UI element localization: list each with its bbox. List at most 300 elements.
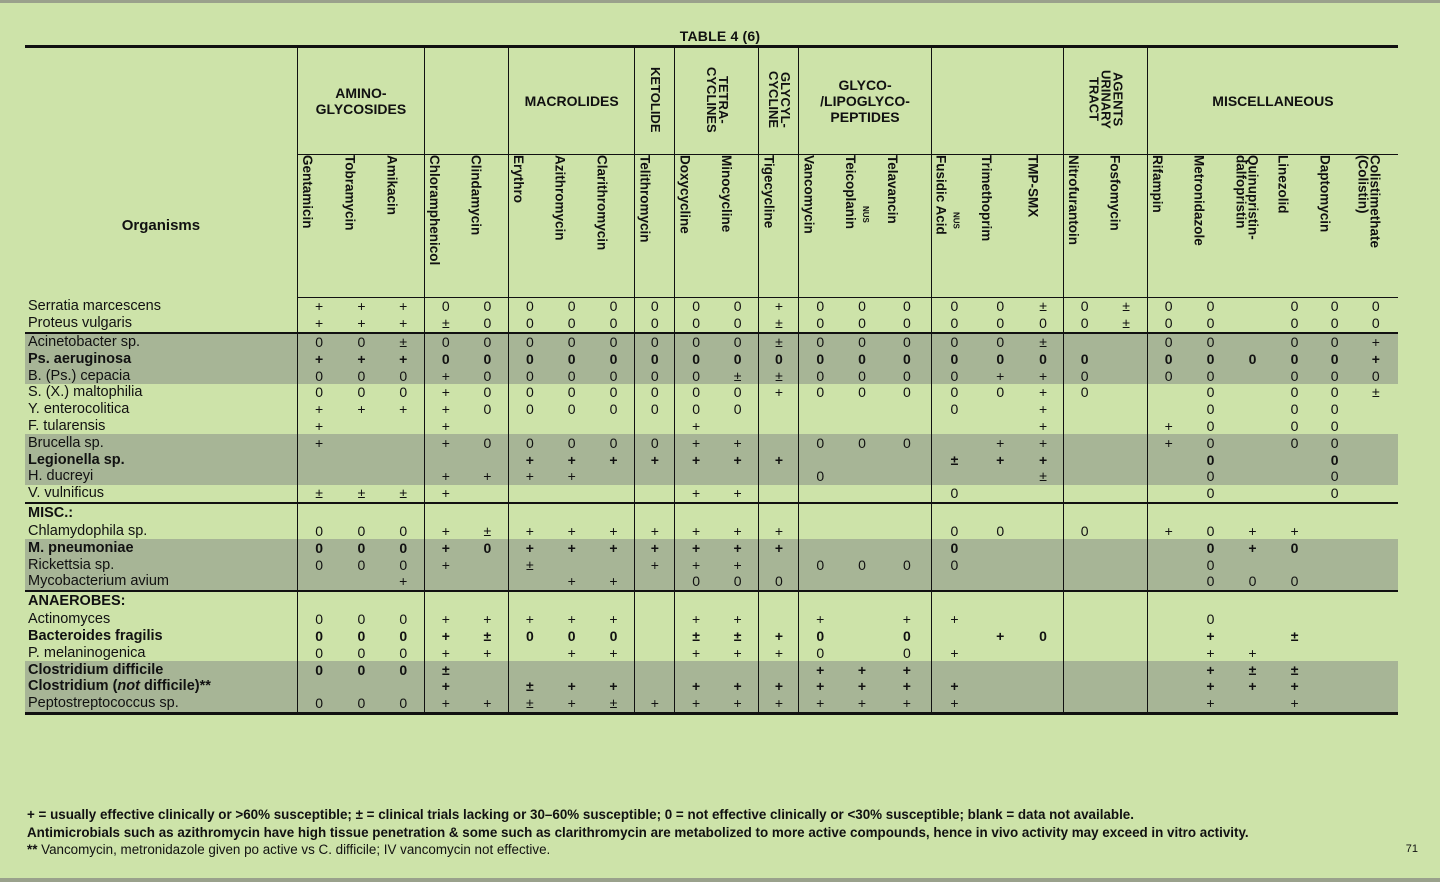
- susceptibility-cell: 0: [883, 350, 931, 367]
- susceptibility-cell: [759, 485, 799, 503]
- susceptibility-cell: 0: [425, 333, 467, 351]
- susceptibility-cell: 0: [931, 556, 977, 573]
- susceptibility-cell: 0: [509, 333, 551, 351]
- susceptibility-cell: [467, 591, 509, 611]
- susceptibility-cell: [635, 644, 675, 661]
- susceptibility-cell: +: [675, 451, 717, 468]
- susceptibility-cell: [1105, 503, 1147, 523]
- susceptibility-cell: [297, 591, 340, 611]
- susceptibility-cell: 0: [675, 367, 717, 384]
- organism-row: [25, 315, 1398, 333]
- susceptibility-cell: [425, 451, 467, 468]
- organism-name: Acinetobacter sp.: [25, 333, 297, 351]
- susceptibility-cell: 0: [297, 539, 340, 556]
- susceptibility-cell: [1063, 556, 1105, 573]
- susceptibility-cell: [675, 661, 717, 678]
- susceptibility-cell: 0: [1063, 367, 1105, 384]
- susceptibility-cell: [340, 503, 382, 523]
- susceptibility-cell: [1063, 661, 1105, 678]
- susceptibility-cell: +: [609, 522, 618, 539]
- susceptibility-cell: [1316, 628, 1354, 645]
- susceptibility-cell: 0: [340, 661, 382, 678]
- susceptibility-cell: [1063, 695, 1105, 713]
- organism-row: [25, 451, 1398, 468]
- susceptibility-cell: 0: [799, 556, 841, 573]
- susceptibility-cell: [297, 468, 340, 485]
- susceptibility-cell: 0: [357, 627, 366, 644]
- susceptibility-cell: ±: [593, 695, 635, 713]
- susceptibility-cell: +: [675, 434, 717, 451]
- susceptibility-cell: +: [1274, 695, 1316, 713]
- susceptibility-cell: [977, 539, 1023, 556]
- organism-name: V. vulnificus: [28, 485, 105, 502]
- drug-header: [1316, 155, 1354, 298]
- susceptibility-cell: [1354, 434, 1398, 451]
- susceptibility-cell: +: [297, 315, 340, 333]
- top-border: [0, 0, 1440, 3]
- susceptibility-cell: [977, 556, 1023, 573]
- susceptibility-cell: 0: [297, 523, 340, 540]
- organism-name: F. tularensis: [28, 417, 106, 434]
- susceptibility-cell: 0: [483, 315, 492, 332]
- susceptibility-cell: [1354, 678, 1398, 695]
- susceptibility-cell: [1023, 503, 1063, 523]
- organism-row: [25, 401, 1398, 418]
- susceptibility-cell: [799, 401, 841, 418]
- susceptibility-cell: [1354, 523, 1398, 540]
- susceptibility-cell: [1354, 556, 1398, 573]
- section-label-row: [25, 591, 1398, 611]
- susceptibility-cell: 0: [733, 401, 742, 418]
- susceptibility-cell: [1232, 418, 1274, 435]
- susceptibility-cell: [883, 523, 931, 540]
- susceptibility-cell: [717, 503, 759, 523]
- susceptibility-cell: [1274, 591, 1316, 611]
- susceptibility-cell: ±: [1232, 661, 1274, 678]
- susceptibility-cell: +: [593, 573, 635, 591]
- susceptibility-cell: 0: [977, 333, 1023, 351]
- group-label: KETOLIDE: [647, 66, 663, 133]
- susceptibility-cell: 0: [883, 556, 931, 573]
- drug-name: Erythro: [511, 155, 527, 204]
- susceptibility-cell: +: [297, 401, 340, 418]
- susceptibility-cell: [799, 591, 841, 611]
- susceptibility-cell: [1023, 695, 1063, 713]
- susceptibility-cell: 0: [977, 350, 1023, 367]
- organism-name: Mycobacterium avium: [25, 573, 297, 591]
- drug-name: Minocycline: [718, 155, 734, 233]
- susceptibility-cell: 0: [609, 401, 618, 418]
- susceptibility-cell: 0: [567, 384, 576, 401]
- susceptibility-cell: 0: [1039, 627, 1047, 644]
- susceptibility-cell: [1354, 611, 1398, 628]
- susceptibility-cell: [1105, 333, 1147, 351]
- susceptibility-cell: [1105, 661, 1147, 678]
- susceptibility-cell: [593, 468, 635, 485]
- susceptibility-cell: 0: [717, 573, 759, 591]
- drug-name: Amikacin: [384, 155, 400, 216]
- susceptibility-cell: 0: [733, 384, 742, 401]
- susceptibility-cell: [1316, 611, 1354, 628]
- group-label: TETRA- CYCLINES: [703, 66, 731, 133]
- susceptibility-cell: [1354, 573, 1398, 591]
- susceptibility-cell: +: [425, 418, 467, 435]
- susceptibility-cell: [931, 468, 977, 485]
- italic-not: not: [117, 678, 140, 695]
- susceptibility-cell: [635, 611, 675, 628]
- susceptibility-cell: [1023, 485, 1063, 503]
- susceptibility-cell: +: [425, 539, 467, 556]
- group-header-3: [635, 47, 675, 155]
- susceptibility-cell: ±: [399, 485, 408, 502]
- susceptibility-cell: [1105, 556, 1147, 573]
- susceptibility-cell: [1274, 611, 1316, 628]
- susceptibility-cell: 0: [883, 367, 931, 384]
- susceptibility-cell: 0: [799, 384, 841, 401]
- susceptibility-cell: 0: [996, 522, 1005, 539]
- susceptibility-cell: [1232, 315, 1274, 333]
- susceptibility-cell: [382, 434, 424, 451]
- susceptibility-cell: +: [759, 644, 799, 661]
- susceptibility-cell: [759, 611, 799, 628]
- susceptibility-cell: +: [509, 451, 551, 468]
- susceptibility-cell: [759, 556, 799, 573]
- susceptibility-cell: [931, 503, 977, 523]
- susceptibility-cell: [340, 451, 382, 468]
- susceptibility-cell: +: [509, 611, 551, 628]
- susceptibility-cell: +: [425, 644, 467, 661]
- susceptibility-cell: 0: [297, 556, 340, 573]
- susceptibility-cell: 0: [717, 350, 759, 367]
- susceptibility-cell: 0: [1330, 384, 1339, 401]
- susceptibility-cell: +: [399, 315, 408, 332]
- drug-name-sup: NUS: [861, 205, 870, 223]
- susceptibility-cell: 0: [1274, 350, 1316, 367]
- susceptibility-cell: [1189, 503, 1231, 523]
- susceptibility-cell: ±: [1274, 661, 1316, 678]
- susceptibility-cell: 0: [1330, 315, 1339, 332]
- susceptibility-cell: [931, 434, 977, 451]
- group-header-5: [759, 47, 799, 155]
- drug-header: [841, 155, 883, 298]
- susceptibility-cell: ±: [1023, 333, 1063, 351]
- susceptibility-cell: [977, 695, 1023, 713]
- susceptibility-cell: 0: [1316, 333, 1354, 351]
- group-label: AGENTS URINARY TRACT: [1086, 70, 1126, 129]
- susceptibility-cell: +: [1189, 661, 1231, 678]
- susceptibility-cell: +: [425, 611, 467, 628]
- susceptibility-cell: 0: [1206, 611, 1215, 628]
- group-header-8: [1063, 47, 1147, 155]
- susceptibility-cell: [382, 418, 424, 435]
- susceptibility-cell: [759, 661, 799, 678]
- susceptibility-cell: 0: [1274, 539, 1316, 556]
- susceptibility-cell: 0: [841, 333, 883, 351]
- susceptibility-cell: [883, 468, 931, 485]
- susceptibility-cell: +: [1248, 644, 1257, 661]
- group-header-row: [25, 47, 1398, 155]
- susceptibility-cell: [1063, 539, 1105, 556]
- susceptibility-cell: 0: [1316, 468, 1354, 485]
- susceptibility-cell: 0: [340, 539, 382, 556]
- susceptibility-cell: [1105, 434, 1147, 451]
- drug-header: [1147, 155, 1189, 298]
- susceptibility-cell: +: [467, 695, 509, 713]
- susceptibility-cell: 0: [799, 298, 841, 315]
- susceptibility-cell: 0: [1189, 573, 1231, 591]
- susceptibility-cell: [883, 485, 931, 503]
- susceptibility-cell: [467, 418, 509, 435]
- susceptibility-cell: [1105, 628, 1147, 645]
- drug-name: Teicoplanin: [843, 155, 858, 230]
- drug-name: Chloramphenicol: [427, 155, 443, 266]
- susceptibility-cell: [977, 661, 1023, 678]
- susceptibility-cell: 0: [675, 350, 717, 367]
- susceptibility-cell: 0: [799, 315, 841, 333]
- susceptibility-cell: [382, 451, 424, 468]
- susceptibility-cell: [1147, 503, 1189, 523]
- susceptibility-cell: [1232, 401, 1274, 418]
- susceptibility-cell: [1105, 573, 1147, 591]
- susceptibility-cell: [883, 418, 931, 435]
- susceptibility-cell: ±: [931, 451, 977, 468]
- susceptibility-cell: 0: [841, 434, 883, 451]
- susceptibility-cell: +: [717, 678, 759, 695]
- susceptibility-cell: 0: [1147, 367, 1189, 384]
- susceptibility-cell: 0: [1206, 315, 1215, 332]
- susceptibility-cell: 0: [931, 401, 977, 418]
- susceptibility-cell: 0: [551, 367, 593, 384]
- susceptibility-cell: +: [593, 539, 635, 556]
- susceptibility-cell: [841, 573, 883, 591]
- susceptibility-cell: [1354, 485, 1398, 503]
- susceptibility-cell: 0: [1330, 298, 1339, 315]
- susceptibility-cell: [1316, 539, 1354, 556]
- section-label: ANAEROBES:: [25, 591, 297, 611]
- susceptibility-cell: [635, 628, 675, 645]
- susceptibility-cell: 0: [297, 384, 340, 401]
- susceptibility-cell: 0: [902, 315, 911, 332]
- susceptibility-cell: [1063, 591, 1105, 611]
- susceptibility-cell: +: [1290, 522, 1299, 539]
- susceptibility-cell: 0: [1330, 485, 1339, 502]
- susceptibility-cell: [340, 434, 382, 451]
- drug-header: [467, 155, 509, 298]
- susceptibility-cell: 0: [593, 434, 635, 451]
- susceptibility-cell: +: [977, 434, 1023, 451]
- susceptibility-cell: 0: [675, 315, 717, 333]
- drug-header: [1232, 155, 1274, 298]
- susceptibility-cell: +: [551, 695, 593, 713]
- susceptibility-cell: [551, 418, 593, 435]
- susceptibility-cell: 0: [399, 522, 408, 539]
- drug-name: Nitrofurantoin: [1065, 155, 1081, 245]
- susceptibility-cell: [1232, 451, 1274, 468]
- susceptibility-cell: 0: [382, 556, 424, 573]
- susceptibility-cell: 0: [1274, 434, 1316, 451]
- susceptibility-cell: [1063, 485, 1105, 503]
- susceptibility-cell: 0: [509, 384, 551, 401]
- organism-row: [25, 384, 1398, 401]
- susceptibility-cell: [1232, 503, 1274, 523]
- susceptibility-cell: [297, 573, 340, 591]
- susceptibility-cell: 0: [1316, 350, 1354, 367]
- susceptibility-cell: [1063, 678, 1105, 695]
- susceptibility-cell: 0: [467, 333, 509, 351]
- susceptibility-cell: ±: [509, 695, 551, 713]
- susceptibility-cell: [1274, 468, 1316, 485]
- susceptibility-cell: [509, 591, 551, 611]
- group-label: AMINO- GLYCOSIDES: [315, 85, 407, 117]
- susceptibility-cell: 0: [551, 333, 593, 351]
- susceptibility-cell: [1147, 628, 1189, 645]
- susceptibility-cell: [1063, 418, 1105, 435]
- susceptibility-cell: 0: [593, 350, 635, 367]
- susceptibility-cell: [1063, 468, 1105, 485]
- susceptibility-cell: +: [675, 523, 717, 540]
- susceptibility-cell: [1105, 523, 1147, 540]
- susceptibility-cell: [841, 503, 883, 523]
- organism-name: Actinomyces: [28, 611, 111, 628]
- susceptibility-cell: [1147, 661, 1189, 678]
- susceptibility-cell: +: [567, 644, 576, 661]
- susceptibility-cell: [1147, 539, 1189, 556]
- drug-name: Trimethoprim: [979, 155, 995, 242]
- susceptibility-cell: +: [551, 678, 593, 695]
- drug-name: Gentamicin: [299, 155, 315, 229]
- susceptibility-cell: [841, 539, 883, 556]
- drug-name: Clarithromycin: [594, 155, 610, 251]
- susceptibility-cell: [1316, 678, 1354, 695]
- susceptibility-cell: [717, 418, 759, 435]
- susceptibility-cell: 0: [841, 367, 883, 384]
- susceptibility-cell: 0: [357, 522, 366, 539]
- susceptibility-cell: +: [1354, 350, 1398, 367]
- susceptibility-cell: [977, 573, 1023, 591]
- group-header-7: [931, 47, 1063, 155]
- susceptibility-cell: [297, 503, 340, 523]
- susceptibility-cell: 0: [799, 350, 841, 367]
- susceptibility-cell: [841, 468, 883, 485]
- susceptibility-cell: +: [551, 468, 593, 485]
- susceptibility-cell: [883, 451, 931, 468]
- susceptibility-cell: [551, 485, 593, 503]
- susceptibility-cell: 0: [675, 298, 717, 315]
- organism-row: [25, 556, 1398, 573]
- organism-row: [25, 661, 1398, 678]
- susceptibility-cell: [1105, 695, 1147, 713]
- susceptibility-cell: 0: [635, 384, 675, 401]
- susceptibility-cell: 0: [425, 298, 467, 315]
- susceptibility-cell: [1232, 611, 1274, 628]
- susceptibility-cell: 0: [1189, 451, 1231, 468]
- susceptibility-cell: [635, 503, 675, 523]
- susceptibility-cell: 0: [1189, 434, 1231, 451]
- susceptibility-cell: [1232, 434, 1274, 451]
- susceptibility-cell: +: [340, 350, 382, 367]
- susceptibility-cell: [1189, 591, 1231, 611]
- susceptibility-cell: 0: [931, 539, 977, 556]
- susceptibility-cell: 0: [509, 628, 551, 645]
- susceptibility-cell: +: [551, 573, 593, 591]
- susceptibility-cell: [1232, 591, 1274, 611]
- susceptibility-cell: [467, 451, 509, 468]
- susceptibility-cell: [1147, 556, 1189, 573]
- susceptibility-cell: 0: [551, 350, 593, 367]
- susceptibility-cell: +: [883, 678, 931, 695]
- susceptibility-cell: [1147, 644, 1189, 661]
- susceptibility-cell: [675, 503, 717, 523]
- susceptibility-cell: +: [425, 468, 467, 485]
- susceptibility-cell: [297, 451, 340, 468]
- susceptibility-cell: 0: [883, 333, 931, 351]
- susceptibility-cell: [841, 401, 883, 418]
- susceptibility-cell: +: [1189, 695, 1231, 713]
- susceptibility-cell: [1063, 573, 1105, 591]
- drug-header: [425, 155, 467, 298]
- susceptibility-cell: 0: [799, 468, 841, 485]
- susceptibility-cell: ±: [759, 367, 799, 384]
- susceptibility-cell: +: [675, 678, 717, 695]
- susceptibility-cell: [1147, 468, 1189, 485]
- susceptibility-cell: [1063, 333, 1105, 351]
- susceptibility-cell: 0: [1330, 417, 1339, 434]
- susceptibility-cell: +: [675, 539, 717, 556]
- susceptibility-cell: 0: [340, 556, 382, 573]
- group-label: GLYCYL- CYCLINE: [765, 70, 793, 129]
- susceptibility-cell: +: [1147, 523, 1189, 540]
- susceptibility-cell: 0: [759, 573, 799, 591]
- susceptibility-cell: 0: [931, 523, 977, 540]
- susceptibility-cell: +: [1147, 418, 1189, 435]
- susceptibility-cell: [1354, 401, 1398, 418]
- susceptibility-cell: 0: [1206, 298, 1215, 315]
- susceptibility-cell: ±: [1122, 298, 1130, 315]
- drug-header: [977, 155, 1023, 298]
- susceptibility-cell: [1105, 350, 1147, 367]
- susceptibility-cell: [1354, 451, 1398, 468]
- susceptibility-cell: 0: [382, 695, 424, 713]
- susceptibility-cell: +: [759, 628, 799, 645]
- susceptibility-cell: ±: [425, 315, 467, 333]
- susceptibility-cell: [1147, 451, 1189, 468]
- drug-name: Telithromycin: [637, 155, 653, 243]
- susceptibility-cell: +: [759, 451, 799, 468]
- susceptibility-cell: +: [551, 539, 593, 556]
- susceptibility-cell: [593, 556, 635, 573]
- susceptibility-cell: 0: [1274, 333, 1316, 351]
- susceptibility-cell: [1354, 695, 1398, 713]
- susceptibility-cell: 0: [931, 298, 977, 315]
- susceptibility-cell: [1354, 503, 1398, 523]
- drug-name: Quinupristin- dalfopristin: [1233, 155, 1261, 240]
- susceptibility-cell: 0: [1063, 315, 1105, 333]
- susceptibility-cell: 0: [1147, 350, 1189, 367]
- susceptibility-cell: 0: [635, 298, 675, 315]
- susceptibility-cell: [1063, 644, 1105, 661]
- susceptibility-cell: +: [902, 611, 911, 628]
- susceptibility-cell: ±: [483, 627, 492, 644]
- susceptibility-cell: +: [996, 627, 1005, 644]
- susceptibility-cell: 0: [1206, 417, 1215, 434]
- susceptibility-cell: [759, 434, 799, 451]
- susceptibility-cell: [467, 573, 509, 591]
- susceptibility-cell: [1147, 678, 1189, 695]
- drug-header: [551, 155, 593, 298]
- susceptibility-cell: 0: [675, 384, 717, 401]
- susceptibility-cell: +: [635, 539, 675, 556]
- susceptibility-cell: [1105, 644, 1147, 661]
